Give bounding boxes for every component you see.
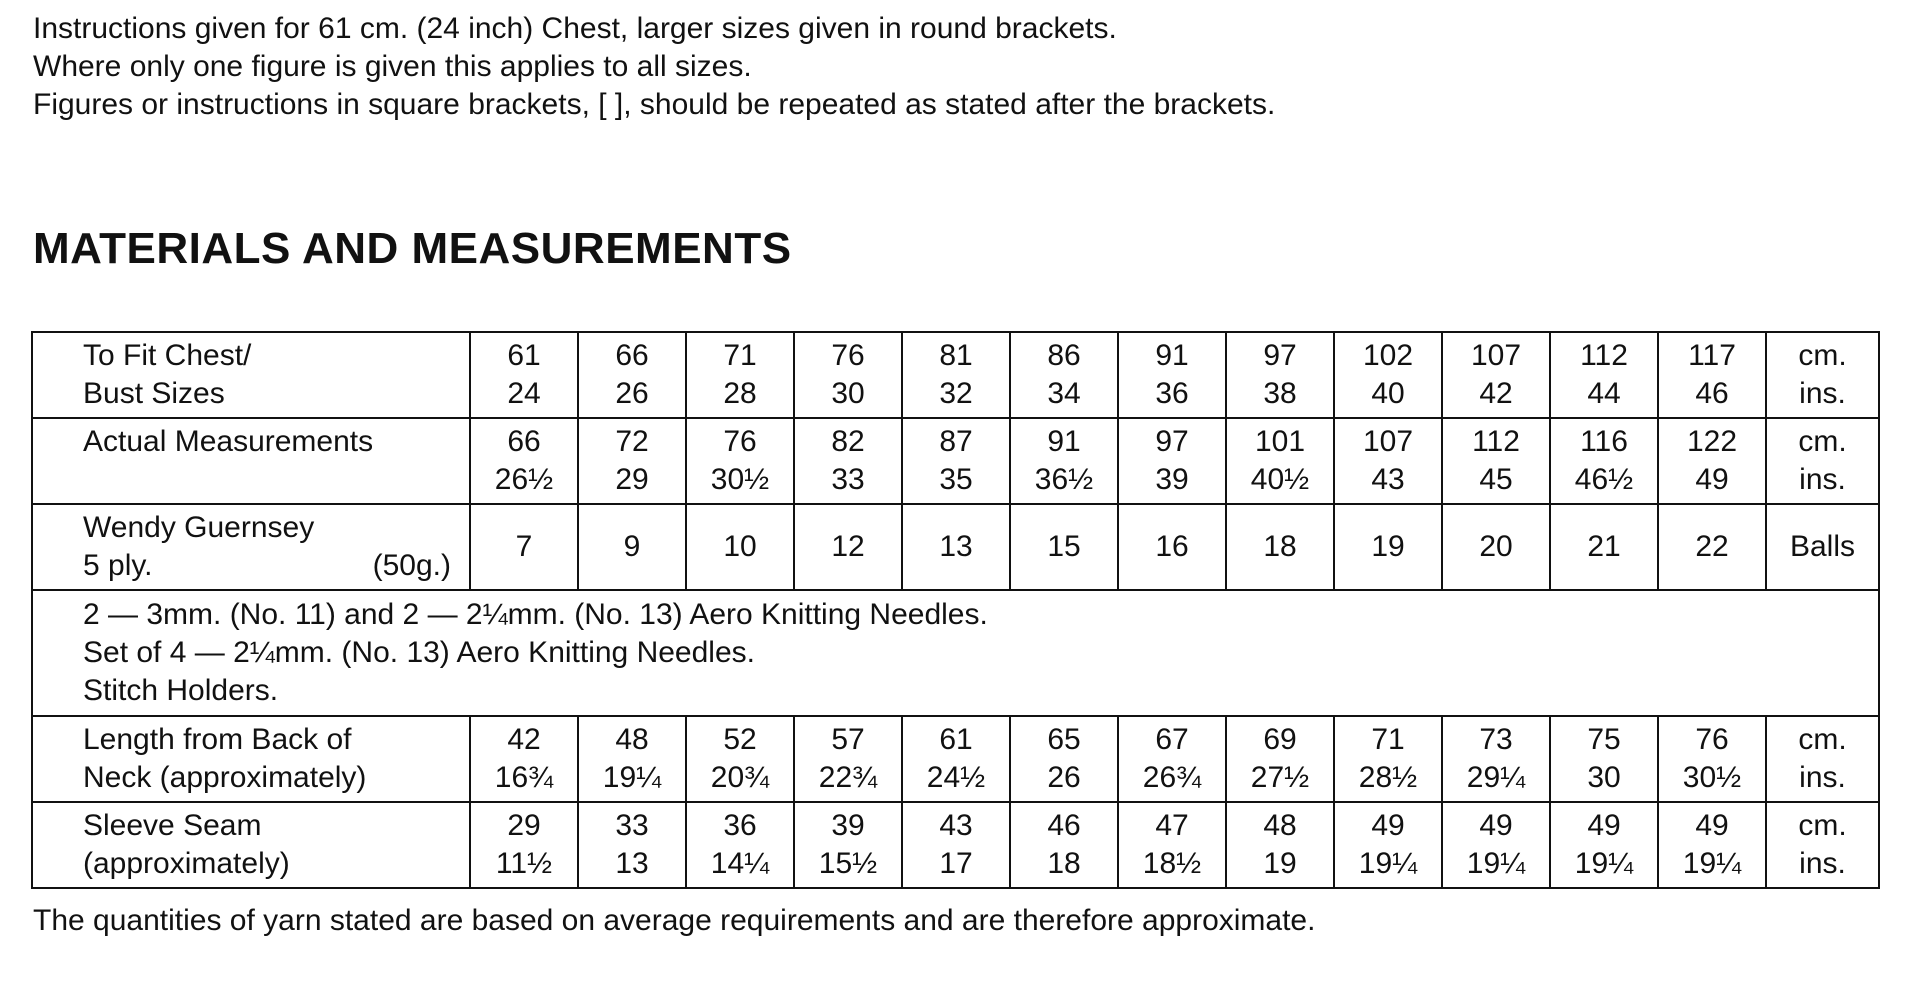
row-actual bbox=[32, 418, 1879, 504]
value-cell: 75 30 bbox=[1550, 716, 1658, 802]
footer-note: The quantities of yarn stated are based on average requirements and are therefore approximate. bbox=[33, 904, 1316, 937]
value-cell: 49 19¼ bbox=[1658, 802, 1766, 888]
value-cell: 47 18½ bbox=[1118, 802, 1226, 888]
value-cell: 48 19 bbox=[1226, 802, 1334, 888]
value-cell: 76 30 bbox=[794, 332, 902, 418]
materials-table bbox=[31, 331, 1880, 889]
row-sleeve bbox=[32, 802, 1879, 888]
value-cell: 43 17 bbox=[902, 802, 1010, 888]
row-chest bbox=[32, 332, 1879, 418]
row-yarn bbox=[32, 504, 1879, 590]
value-cell: 46 18 bbox=[1010, 802, 1118, 888]
value-cell: 9 bbox=[578, 504, 686, 590]
row-label: Actual Measurements bbox=[32, 418, 470, 504]
value-cell: 81 32 bbox=[902, 332, 1010, 418]
value-cell: 71 28 bbox=[686, 332, 794, 418]
unit-cell: cm. ins. bbox=[1766, 332, 1879, 418]
value-cell: 101 40½ bbox=[1226, 418, 1334, 504]
value-cell: 73 29¼ bbox=[1442, 716, 1550, 802]
value-cell: 69 27½ bbox=[1226, 716, 1334, 802]
value-cell: 20 bbox=[1442, 504, 1550, 590]
row-label: To Fit Chest/ Bust Sizes bbox=[32, 332, 470, 418]
value-cell: 76 30½ bbox=[686, 418, 794, 504]
value-cell: 102 40 bbox=[1334, 332, 1442, 418]
value-cell: 91 36½ bbox=[1010, 418, 1118, 504]
value-cell: 87 35 bbox=[902, 418, 1010, 504]
value-cell: 22 bbox=[1658, 504, 1766, 590]
value-cell: 122 49 bbox=[1658, 418, 1766, 504]
value-cell: 15 bbox=[1010, 504, 1118, 590]
value-cell: 86 34 bbox=[1010, 332, 1118, 418]
value-cell: 48 19¼ bbox=[578, 716, 686, 802]
value-cell: 112 45 bbox=[1442, 418, 1550, 504]
value-cell: 107 42 bbox=[1442, 332, 1550, 418]
value-cell: 49 19¼ bbox=[1442, 802, 1550, 888]
unit-cell: cm. ins. bbox=[1766, 418, 1879, 504]
unit-cell: Balls bbox=[1766, 504, 1879, 590]
value-cell: 66 26 bbox=[578, 332, 686, 418]
value-cell: 13 bbox=[902, 504, 1010, 590]
section-heading: MATERIALS AND MEASUREMENTS bbox=[33, 224, 792, 273]
intro-line: Instructions given for 61 cm. (24 inch) Chest, larger sizes given in round brackets. bbox=[33, 12, 1117, 45]
needles-line: Stitch Holders. bbox=[83, 674, 279, 707]
value-cell: 82 33 bbox=[794, 418, 902, 504]
value-cell: 65 26 bbox=[1010, 716, 1118, 802]
value-cell: 97 38 bbox=[1226, 332, 1334, 418]
intro-line: Where only one figure is given this applies to all sizes. bbox=[33, 50, 752, 83]
value-cell: 61 24 bbox=[470, 332, 578, 418]
value-cell: 72 29 bbox=[578, 418, 686, 504]
value-cell: 10 bbox=[686, 504, 794, 590]
value-cell: 67 26¾ bbox=[1118, 716, 1226, 802]
intro-line: Figures or instructions in square brackets, [ ], should be repeated as stated after the brackets. bbox=[33, 88, 1276, 121]
value-cell: 97 39 bbox=[1118, 418, 1226, 504]
value-cell: 39 15½ bbox=[794, 802, 902, 888]
value-cell: 19 bbox=[1334, 504, 1442, 590]
value-cell: 76 30½ bbox=[1658, 716, 1766, 802]
value-cell: 91 36 bbox=[1118, 332, 1226, 418]
value-cell: 57 22¾ bbox=[794, 716, 902, 802]
value-cell: 36 14¼ bbox=[686, 802, 794, 888]
value-cell: 21 bbox=[1550, 504, 1658, 590]
row-label: Wendy Guernsey 5 ply. (50g.) bbox=[32, 504, 470, 590]
value-cell: 71 28½ bbox=[1334, 716, 1442, 802]
row-label: Length from Back of Neck (approximately) bbox=[32, 716, 470, 802]
row-needles bbox=[32, 590, 1879, 716]
value-cell: 18 bbox=[1226, 504, 1334, 590]
value-cell: 66 26½ bbox=[470, 418, 578, 504]
value-cell: 29 11½ bbox=[470, 802, 578, 888]
intro-text bbox=[33, 10, 1275, 124]
value-cell: 52 20¾ bbox=[686, 716, 794, 802]
value-cell: 49 19¼ bbox=[1334, 802, 1442, 888]
needles-line: 2 — 3mm. (No. 11) and 2 — 2¼mm. (No. 13) Aero Knitting Needles. bbox=[83, 598, 988, 631]
row-label: Sleeve Seam (approximately) bbox=[32, 802, 470, 888]
value-cell: 112 44 bbox=[1550, 332, 1658, 418]
value-cell: 7 bbox=[470, 504, 578, 590]
needles-line: Set of 4 — 2¼mm. (No. 13) Aero Knitting Needles. bbox=[83, 636, 755, 669]
value-cell: 33 13 bbox=[578, 802, 686, 888]
value-cell: 49 19¼ bbox=[1550, 802, 1658, 888]
row-length bbox=[32, 716, 1879, 802]
value-cell: 16 bbox=[1118, 504, 1226, 590]
needles-cell bbox=[32, 590, 1879, 716]
value-cell: 12 bbox=[794, 504, 902, 590]
value-cell: 42 16¾ bbox=[470, 716, 578, 802]
value-cell: 116 46½ bbox=[1550, 418, 1658, 504]
value-cell: 61 24½ bbox=[902, 716, 1010, 802]
unit-cell: cm. ins. bbox=[1766, 716, 1879, 802]
unit-cell: cm. ins. bbox=[1766, 802, 1879, 888]
value-cell: 107 43 bbox=[1334, 418, 1442, 504]
value-cell: 117 46 bbox=[1658, 332, 1766, 418]
